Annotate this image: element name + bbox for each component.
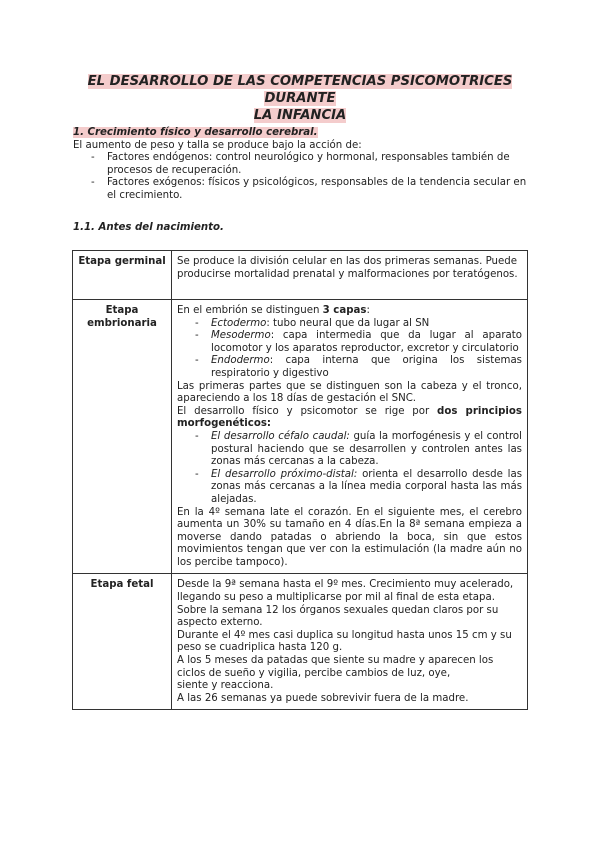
stages-table <box>72 250 528 710</box>
list-item <box>195 355 522 380</box>
text-bold: dos principios morfogenéticos: <box>177 405 522 430</box>
stage-description <box>172 574 528 710</box>
stage-description: Se produce la división celular en las dos primeras semanas. Puede producirse mortalidad prenatal y malformaciones por teratógenos. <box>172 251 528 300</box>
title-line-1: EL DESARROLLO DE LAS COMPETENCIAS PSICOMOTRICES DURANTE <box>87 74 513 106</box>
text: El desarrollo físico y psicomotor se rige por <box>177 405 438 417</box>
line: A las 26 semanas ya puede sobrevivir fuera de la madre. <box>177 692 469 704</box>
line: A los 5 meses da patadas que siente su madre y aparecen los ciclos de sueño y vigilia, percibe cambios de luz, oye, <box>177 655 494 679</box>
term: El desarrollo céfalo caudal: <box>211 430 350 442</box>
list-item: - Factores exógenos: físicos y psicológicos, responsables de la tendencia secular en el crecimiento. <box>91 177 533 202</box>
text: En el embrión se distinguen <box>177 305 323 316</box>
section-heading: 1. Crecimiento físico y desarrollo cerebral. <box>73 127 318 138</box>
term: El desarrollo próximo-distal: <box>211 468 358 480</box>
document-title <box>60 73 540 124</box>
text: : capa interna que origina los sistemas respiratorio y digestivo <box>211 355 522 379</box>
table-row <box>73 251 528 300</box>
line: siente y reacciona. <box>177 680 274 692</box>
stage-label: Etapa germinal <box>73 251 172 300</box>
label-line: Etapa <box>105 305 139 316</box>
subsection-heading: 1.1. Antes del nacimiento. <box>73 222 224 233</box>
text: guía la morfogénesis y el control postural haciendo que se desarrollen y controlen antes las zonas más cercanas a la cabeza. <box>211 430 522 468</box>
table-row <box>73 574 528 710</box>
paragraph: En la 4º semana late el corazón. En el siguiente mes, el cerebro aumenta un 30% su tamaño en 4 días.En la 8ª semana empieza a moverse dando patadas o abriendo la boca, sin que estos movimientos tengan que ver con la estimulación (la madre aún no los percibe tampoco). <box>177 506 522 568</box>
stage-label <box>73 300 172 574</box>
list-item <box>195 431 522 469</box>
text: : <box>366 305 370 316</box>
paragraph: Las primeras partes que se distinguen son la cabeza y el tronco, apareciendo a los 18 días de gestación el SNC. <box>177 380 522 405</box>
text: : capa intermedia que da lugar al aparato locomotor y los aparatos reproductor, excretor y circulatorio <box>211 330 522 354</box>
layers-list <box>177 318 522 381</box>
table-row <box>73 300 528 574</box>
line: Sobre la semana 12 los órganos sexuales quedan claros por su aspecto externo. <box>177 604 499 629</box>
section-1 <box>73 127 533 203</box>
term: Mesodermo <box>211 330 271 342</box>
text: : tubo neural que da lugar al SN <box>266 317 430 329</box>
text: orienta el desarrollo desde las zonas más cercanas a la línea media corporal hasta las más alejadas. <box>211 468 523 505</box>
section-intro: El aumento de peso y talla se produce bajo la acción de: <box>73 139 362 151</box>
list-item <box>195 318 522 331</box>
stage-label: Etapa fetal <box>73 574 172 710</box>
principles-list <box>177 431 522 507</box>
line: Durante el 4º mes casi duplica su longitud hasta unos 15 cm y su peso se cuadriplica hasta 120 g. <box>177 629 512 654</box>
stage-description <box>172 300 528 574</box>
factors-list <box>73 152 533 202</box>
list-item <box>195 469 522 507</box>
label-line: embrionaria <box>87 317 157 329</box>
title-line-2: LA INFANCIA <box>253 108 347 123</box>
list-item: - Factores endógenos: control neurológico y hormonal, responsables también de procesos de recuperación. <box>91 152 533 177</box>
term: Ectodermo <box>211 317 267 329</box>
term: Endodermo <box>211 355 270 367</box>
line: Desde la 9ª semana hasta el 9º mes. Crecimiento muy acelerado, llegando su peso a multiplicarse por mil al final de esta etapa. <box>177 579 514 604</box>
text-bold: 3 capas <box>322 305 367 316</box>
list-item <box>195 330 522 355</box>
